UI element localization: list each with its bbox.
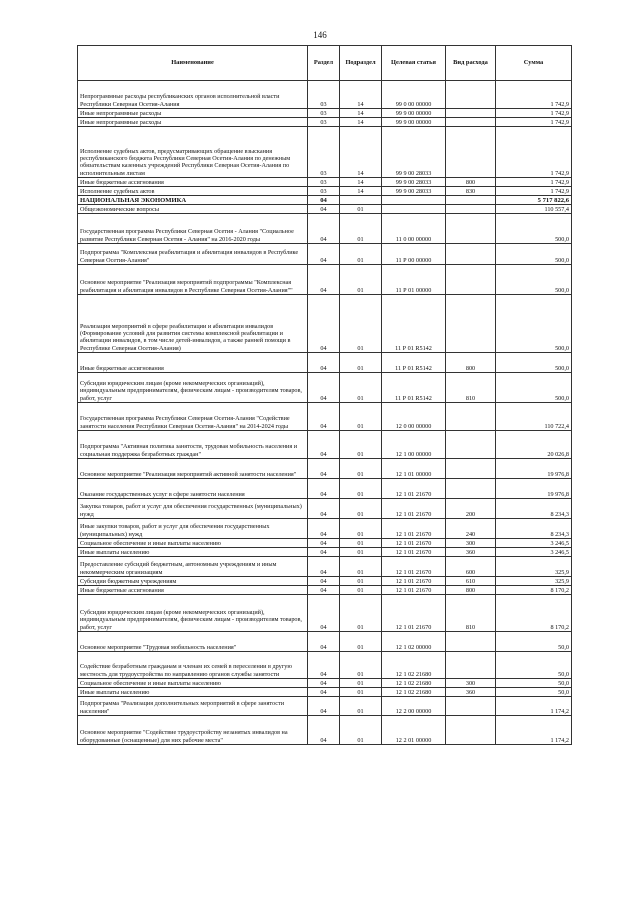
cell-sum: 500,0 — [496, 244, 572, 265]
cell-sum: 19 976,8 — [496, 459, 572, 479]
cell-sum: 1 174,2 — [496, 697, 572, 716]
cell-expense-type — [446, 109, 496, 118]
cell-expense-type — [446, 214, 496, 244]
cell-name: Основное мероприятие "Реализация мероприятий подпрограммы "Комплексная реабилитация и абилитация инвалидов в Республике Северная Осетия-Алания"" — [78, 265, 308, 295]
cell-section: 04 — [308, 265, 340, 295]
cell-sum: 500,0 — [496, 373, 572, 403]
cell-target: 11 Р 01 R5142 — [382, 373, 446, 403]
cell-section: 04 — [308, 652, 340, 679]
cell-sum: 50,0 — [496, 679, 572, 688]
cell-name: Основное мероприятие "Трудовая мобильность населения" — [78, 632, 308, 652]
cell-target: 99 9 00 28033 — [382, 127, 446, 178]
table-row — [78, 539, 572, 548]
table-row — [78, 697, 572, 716]
cell-section: 03 — [308, 109, 340, 118]
table-row — [78, 479, 572, 499]
cell-sum: 50,0 — [496, 632, 572, 652]
cell-target: 99 9 00 00000 — [382, 118, 446, 127]
cell-expense-type — [446, 244, 496, 265]
table-row — [78, 716, 572, 745]
table-row — [78, 196, 572, 205]
table-row — [78, 679, 572, 688]
table-row — [78, 118, 572, 127]
table-row — [78, 548, 572, 557]
table-row — [78, 688, 572, 697]
cell-sum: 325,9 — [496, 577, 572, 586]
cell-name: Иные непрограммные расходы — [78, 109, 308, 118]
cell-section: 04 — [308, 373, 340, 403]
table-row — [78, 499, 572, 519]
cell-target: 12 1 02 21680 — [382, 688, 446, 697]
table-row — [78, 187, 572, 196]
cell-expense-type: 360 — [446, 548, 496, 557]
cell-subsection: 01 — [340, 697, 382, 716]
header-section: Раздел — [308, 46, 340, 81]
cell-target — [382, 196, 446, 205]
cell-name: Основное мероприятие "Реализация мероприятий активной занятости населения" — [78, 459, 308, 479]
cell-sum: 20 026,8 — [496, 431, 572, 459]
table-row — [78, 127, 572, 178]
cell-subsection: 14 — [340, 178, 382, 187]
header-expense-type: Вид расхода — [446, 46, 496, 81]
cell-subsection: 14 — [340, 118, 382, 127]
cell-subsection: 01 — [340, 519, 382, 539]
cell-expense-type — [446, 265, 496, 295]
cell-subsection: 14 — [340, 109, 382, 118]
cell-expense-type — [446, 716, 496, 745]
cell-section: 04 — [308, 479, 340, 499]
cell-name: Государственная программа Республики Северная Осетия - Алания "Социальное развитие Республики Северная Осетия - Алания" на 2016-2020 годы — [78, 214, 308, 244]
cell-name: Подпрограмма "Реализация дополнительных мероприятий в сфере занятости населения" — [78, 697, 308, 716]
cell-sum: 1 742,9 — [496, 178, 572, 187]
cell-subsection: 01 — [340, 539, 382, 548]
table-row — [78, 353, 572, 373]
cell-expense-type — [446, 118, 496, 127]
cell-target: 99 9 00 28033 — [382, 178, 446, 187]
cell-target: 12 1 02 21680 — [382, 652, 446, 679]
table-row — [78, 373, 572, 403]
cell-subsection: 01 — [340, 586, 382, 595]
cell-target: 99 9 00 00000 — [382, 109, 446, 118]
cell-sum: 1 742,9 — [496, 109, 572, 118]
cell-target: 12 1 01 00000 — [382, 459, 446, 479]
header-sum: Сумма — [496, 46, 572, 81]
cell-expense-type — [446, 205, 496, 214]
cell-name: НАЦИОНАЛЬНАЯ ЭКОНОМИКА — [78, 196, 308, 205]
table-row — [78, 109, 572, 118]
cell-subsection: 01 — [340, 652, 382, 679]
header-target: Целевая статья — [382, 46, 446, 81]
cell-subsection: 01 — [340, 214, 382, 244]
cell-subsection: 01 — [340, 632, 382, 652]
table-row — [78, 403, 572, 431]
cell-target: 12 1 02 00000 — [382, 632, 446, 652]
cell-expense-type: 800 — [446, 353, 496, 373]
cell-subsection: 01 — [340, 716, 382, 745]
cell-expense-type — [446, 431, 496, 459]
cell-subsection: 01 — [340, 244, 382, 265]
cell-name: Иные закупки товаров, работ и услуг для обеспечения государственных (муниципальных) нужд — [78, 519, 308, 539]
cell-section: 04 — [308, 499, 340, 519]
table-row — [78, 431, 572, 459]
table-row — [78, 519, 572, 539]
header-subsection: Подраздел — [340, 46, 382, 81]
cell-target: 12 2 00 00000 — [382, 697, 446, 716]
cell-target: 99 9 00 28033 — [382, 187, 446, 196]
cell-name: Субсидии бюджетным учреждениям — [78, 577, 308, 586]
cell-section: 04 — [308, 295, 340, 353]
cell-expense-type — [446, 403, 496, 431]
cell-section: 03 — [308, 187, 340, 196]
cell-expense-type: 240 — [446, 519, 496, 539]
cell-subsection: 01 — [340, 265, 382, 295]
cell-target: 12 1 01 21670 — [382, 479, 446, 499]
cell-expense-type: 200 — [446, 499, 496, 519]
cell-target — [382, 205, 446, 214]
cell-sum: 8 234,3 — [496, 519, 572, 539]
cell-expense-type — [446, 196, 496, 205]
cell-section: 04 — [308, 697, 340, 716]
cell-name: Подпрограмма "Комплексная реабилитация и абилитация инвалидов в Республике Северная Осетия-Алания" — [78, 244, 308, 265]
table-body — [78, 81, 572, 745]
cell-sum: 325,9 — [496, 557, 572, 577]
cell-sum: 50,0 — [496, 652, 572, 679]
cell-name: Исполнение судебных актов, предусматривающих обращение взыскания республиканского бюджета Республики Северная Осетия-Алания по денежным обязательствам казенных учреждений Республики Северная Осетия-Алания по исполнительным листам — [78, 127, 308, 178]
cell-section: 04 — [308, 353, 340, 373]
cell-expense-type — [446, 459, 496, 479]
cell-sum: 1 742,9 — [496, 127, 572, 178]
cell-subsection: 01 — [340, 577, 382, 586]
cell-section: 04 — [308, 557, 340, 577]
cell-section: 04 — [308, 196, 340, 205]
cell-section: 04 — [308, 548, 340, 557]
table-row — [78, 595, 572, 632]
cell-sum: 19 976,8 — [496, 479, 572, 499]
cell-section: 04 — [308, 577, 340, 586]
cell-section: 03 — [308, 127, 340, 178]
cell-target: 12 1 01 21670 — [382, 548, 446, 557]
cell-subsection: 01 — [340, 595, 382, 632]
cell-expense-type: 800 — [446, 586, 496, 595]
cell-target: 12 2 01 00000 — [382, 716, 446, 745]
cell-subsection: 01 — [340, 403, 382, 431]
cell-target: 12 1 01 21670 — [382, 557, 446, 577]
cell-name: Иные выплаты населению — [78, 688, 308, 697]
cell-target: 11 Р 01 00000 — [382, 265, 446, 295]
cell-name: Социальное обеспечение и иные выплаты населению — [78, 539, 308, 548]
cell-target: 12 1 01 21670 — [382, 577, 446, 586]
cell-expense-type: 800 — [446, 178, 496, 187]
cell-name: Исполнение судебных актов — [78, 187, 308, 196]
cell-expense-type: 610 — [446, 577, 496, 586]
cell-subsection: 01 — [340, 479, 382, 499]
cell-section: 04 — [308, 244, 340, 265]
cell-expense-type — [446, 697, 496, 716]
cell-subsection: 01 — [340, 373, 382, 403]
cell-section: 04 — [308, 403, 340, 431]
cell-subsection: 01 — [340, 205, 382, 214]
cell-name: Субсидии юридическим лицам (кроме некоммерческих организаций), индивидуальным предпринимателям, физическим лицам - производителям товаров, работ, услуг — [78, 595, 308, 632]
cell-sum: 110 557,4 — [496, 205, 572, 214]
cell-sum: 500,0 — [496, 295, 572, 353]
cell-expense-type: 600 — [446, 557, 496, 577]
cell-target: 11 0 00 00000 — [382, 214, 446, 244]
cell-subsection: 01 — [340, 548, 382, 557]
cell-name: Государственная программа Республики Северная Осетия-Алания "Содействие занятости населения Республики Северная Осетия-Алания" на 2014-2024 годы — [78, 403, 308, 431]
cell-section: 03 — [308, 81, 340, 109]
cell-subsection: 01 — [340, 499, 382, 519]
table-row — [78, 459, 572, 479]
cell-section: 04 — [308, 205, 340, 214]
budget-table — [77, 45, 572, 745]
cell-expense-type: 810 — [446, 595, 496, 632]
cell-target: 12 0 00 00000 — [382, 403, 446, 431]
table-header-row — [78, 46, 572, 81]
cell-expense-type — [446, 81, 496, 109]
cell-sum: 8 170,2 — [496, 586, 572, 595]
cell-subsection: 01 — [340, 295, 382, 353]
cell-subsection: 01 — [340, 353, 382, 373]
table-row — [78, 586, 572, 595]
cell-name: Оказание государственных услуг в сфере занятости населения — [78, 479, 308, 499]
header-name: Наименование — [78, 46, 308, 81]
page-number: 146 — [313, 30, 327, 40]
table-row — [78, 577, 572, 586]
cell-name: Предоставление субсидий бюджетным, автономным учреждениям и иным некоммерческим организациям — [78, 557, 308, 577]
cell-subsection — [340, 196, 382, 205]
cell-expense-type: 300 — [446, 539, 496, 548]
cell-name: Иные бюджетные ассигнования — [78, 178, 308, 187]
cell-target: 12 1 02 21680 — [382, 679, 446, 688]
cell-target: 12 1 01 21670 — [382, 586, 446, 595]
cell-target: 99 0 00 00000 — [382, 81, 446, 109]
cell-subsection: 14 — [340, 187, 382, 196]
cell-sum: 50,0 — [496, 688, 572, 697]
cell-expense-type: 360 — [446, 688, 496, 697]
cell-target: 12 1 01 21670 — [382, 539, 446, 548]
cell-sum: 500,0 — [496, 214, 572, 244]
cell-name: Непрограммные расходы республиканских органов исполнительной власти Республики Северная Осетия-Алания — [78, 81, 308, 109]
cell-name: Подпрограмма "Активная политика занятости, трудовая мобильность населения и социальная поддержка безработных граждан" — [78, 431, 308, 459]
cell-target: 12 1 01 21670 — [382, 519, 446, 539]
cell-name: Социальное обеспечение и иные выплаты населению — [78, 679, 308, 688]
cell-name: Субсидии юридическим лицам (кроме некоммерческих организаций), индивидуальным предпринимателям, физическим лицам - производителям товаров, работ, услуг — [78, 373, 308, 403]
cell-expense-type — [446, 479, 496, 499]
cell-sum: 1 742,9 — [496, 81, 572, 109]
cell-sum: 110 722,4 — [496, 403, 572, 431]
cell-expense-type — [446, 295, 496, 353]
cell-section: 04 — [308, 716, 340, 745]
cell-target: 11 Р 01 R5142 — [382, 295, 446, 353]
cell-section: 04 — [308, 586, 340, 595]
cell-section: 04 — [308, 214, 340, 244]
cell-sum: 8 170,2 — [496, 595, 572, 632]
cell-sum: 5 717 822,6 — [496, 196, 572, 205]
cell-subsection: 14 — [340, 127, 382, 178]
cell-section: 04 — [308, 688, 340, 697]
table-row — [78, 652, 572, 679]
cell-name: Иные бюджетные ассигнования — [78, 353, 308, 373]
cell-section: 04 — [308, 632, 340, 652]
cell-target: 11 Р 00 00000 — [382, 244, 446, 265]
cell-subsection: 01 — [340, 688, 382, 697]
cell-target: 12 1 01 21670 — [382, 595, 446, 632]
cell-name: Основное мероприятие "Содействие трудоустройству незанятых инвалидов на оборудованные (оснащенные) для них рабочие места" — [78, 716, 308, 745]
cell-sum: 1 742,9 — [496, 187, 572, 196]
table-row — [78, 178, 572, 187]
cell-sum: 500,0 — [496, 353, 572, 373]
table-row — [78, 214, 572, 244]
cell-expense-type — [446, 652, 496, 679]
cell-sum: 3 246,5 — [496, 539, 572, 548]
cell-sum: 1 742,9 — [496, 118, 572, 127]
cell-section: 04 — [308, 679, 340, 688]
cell-subsection: 01 — [340, 459, 382, 479]
table-row — [78, 205, 572, 214]
cell-section: 04 — [308, 595, 340, 632]
cell-expense-type: 810 — [446, 373, 496, 403]
cell-section: 04 — [308, 431, 340, 459]
cell-target: 11 Р 01 R5142 — [382, 353, 446, 373]
cell-name: Содействие безработным гражданам и членам их семей в переселении в другую местность для трудоустройства по направлению органов службы занятости — [78, 652, 308, 679]
table-row — [78, 244, 572, 265]
table-row — [78, 557, 572, 577]
cell-sum: 500,0 — [496, 265, 572, 295]
table-row — [78, 81, 572, 109]
cell-section: 04 — [308, 539, 340, 548]
cell-expense-type — [446, 632, 496, 652]
cell-target: 12 1 00 00000 — [382, 431, 446, 459]
cell-expense-type — [446, 127, 496, 178]
cell-name: Закупка товаров, работ и услуг для обеспечения государственных (муниципальных) нужд — [78, 499, 308, 519]
cell-name: Общеэкономические вопросы — [78, 205, 308, 214]
cell-expense-type: 300 — [446, 679, 496, 688]
table-row — [78, 632, 572, 652]
cell-section: 04 — [308, 459, 340, 479]
cell-name: Иные бюджетные ассигнования — [78, 586, 308, 595]
cell-section: 03 — [308, 178, 340, 187]
cell-expense-type: 830 — [446, 187, 496, 196]
table-row — [78, 295, 572, 353]
cell-sum: 8 234,3 — [496, 499, 572, 519]
cell-name: Иные выплаты населению — [78, 548, 308, 557]
cell-target: 12 1 01 21670 — [382, 499, 446, 519]
cell-subsection: 14 — [340, 81, 382, 109]
cell-subsection: 01 — [340, 431, 382, 459]
table-row — [78, 265, 572, 295]
cell-subsection: 01 — [340, 679, 382, 688]
cell-name: Иные непрограммные расходы — [78, 118, 308, 127]
cell-sum: 3 246,5 — [496, 548, 572, 557]
cell-subsection: 01 — [340, 557, 382, 577]
cell-name: Реализация мероприятий в сфере реабилитации и абилитации инвалидов (Формирование условий для развития системы комплексной реабилитации и абилитации инвалидов, в том числе детей-инвалидов, а также ранней помощи в Республике Северная Осетия-Алания) — [78, 295, 308, 353]
cell-sum: 1 174,2 — [496, 716, 572, 745]
cell-section: 04 — [308, 519, 340, 539]
cell-section: 03 — [308, 118, 340, 127]
